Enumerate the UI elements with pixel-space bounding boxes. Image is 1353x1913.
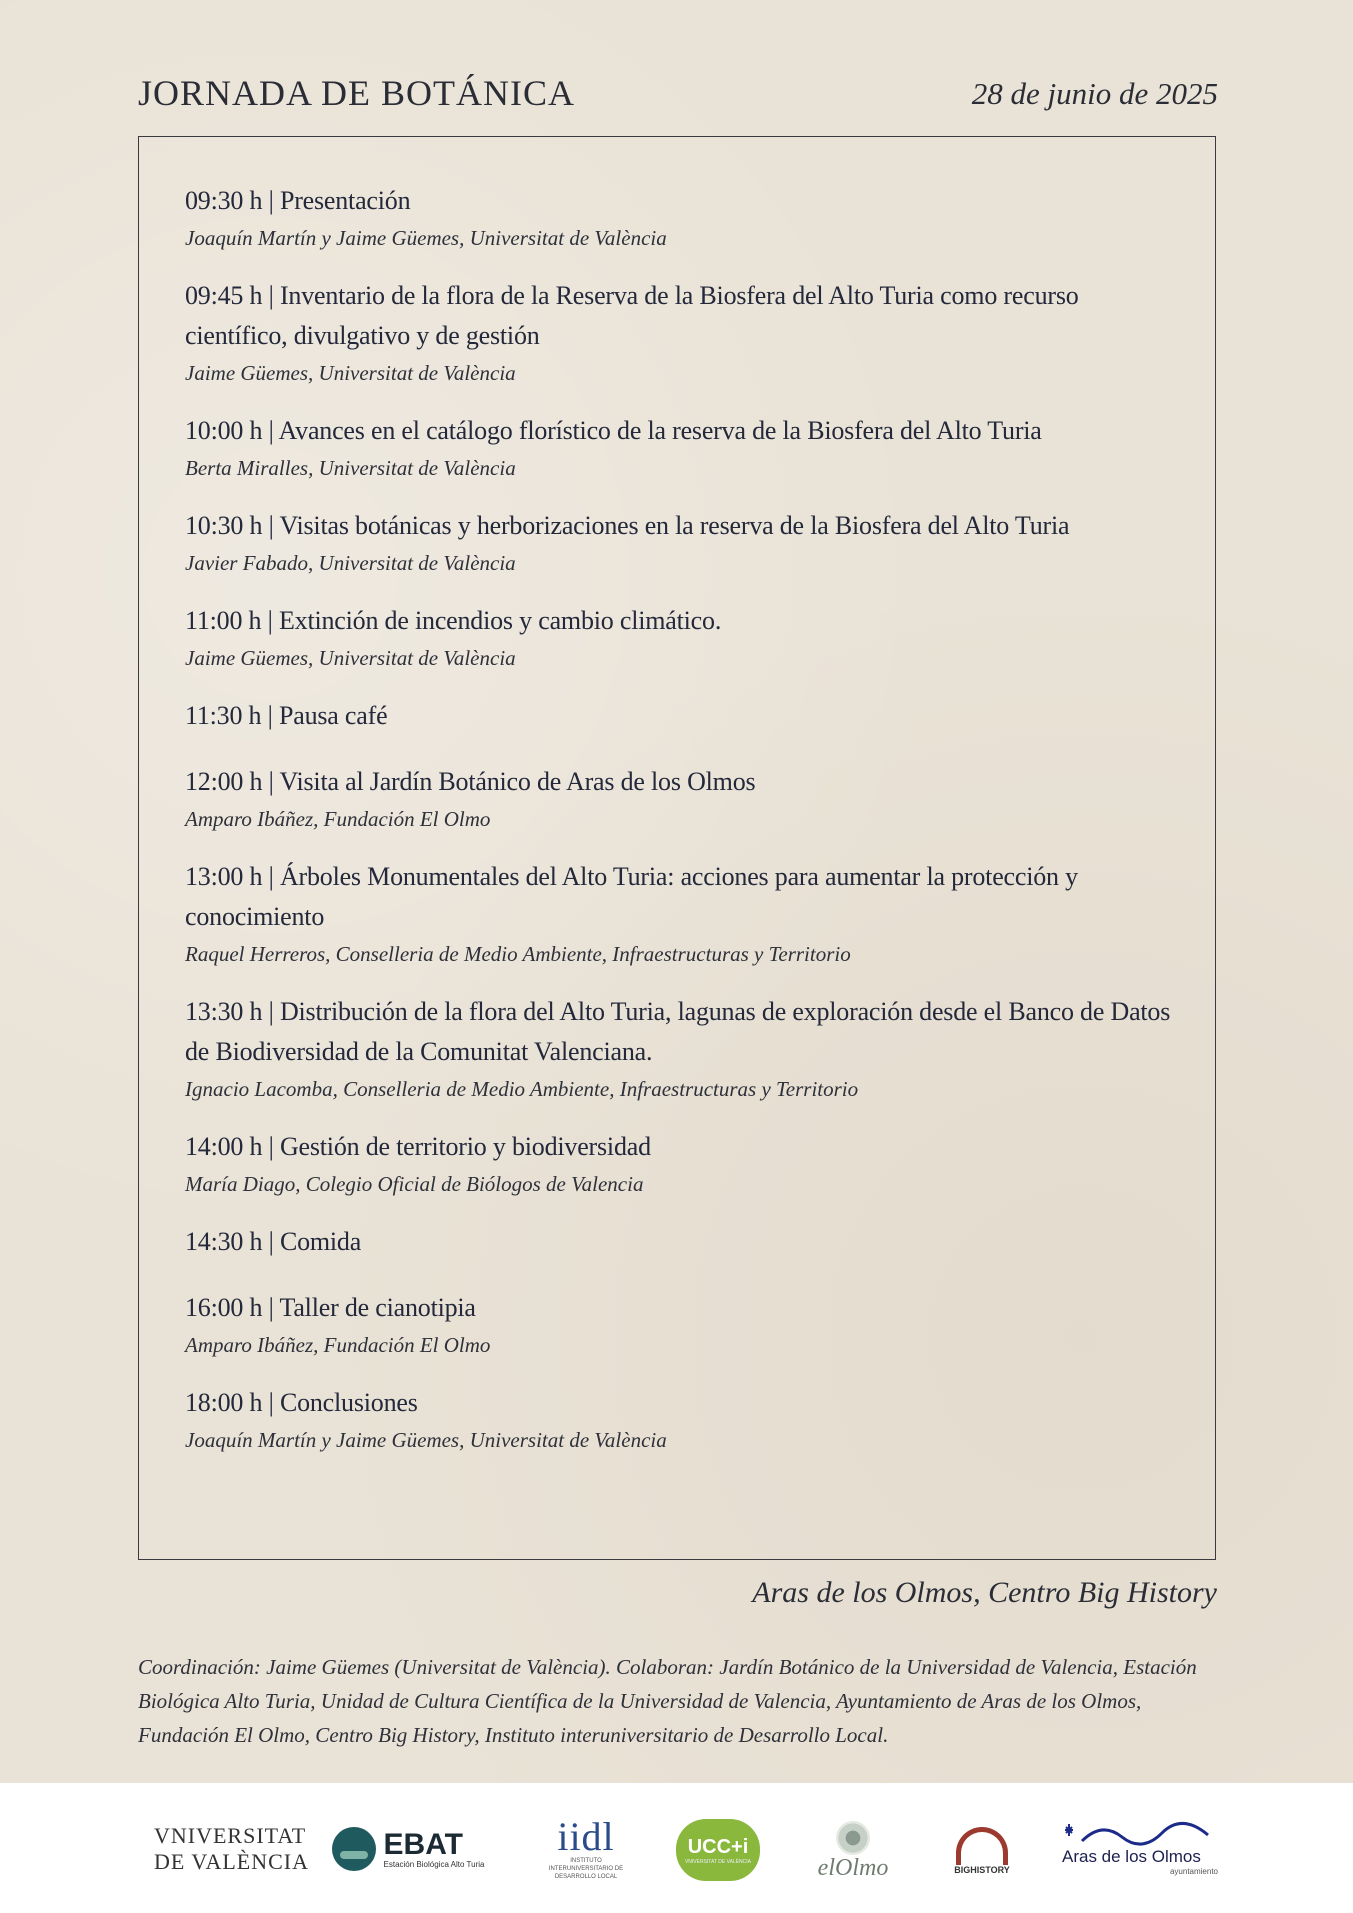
program-item-separator: |	[262, 1227, 280, 1256]
program-item-speaker: Joaquín Martín y Jaime Güemes, Universitat de València	[185, 226, 667, 250]
program-item-heading	[185, 601, 1171, 641]
program-item	[185, 506, 1171, 579]
program-item-separator: |	[261, 606, 279, 635]
program-item-title: Distribución de la flora del Alto Turia, lagunas de exploración desde el Banco de Datos de Biodiversidad de la Comunitat Valenciana.	[185, 997, 1171, 1066]
program-item	[185, 1288, 1171, 1361]
ucc-logo	[676, 1819, 760, 1881]
sponsor-logos-bar	[0, 1783, 1353, 1913]
program-item-heading	[185, 411, 1171, 451]
program-item-time: 13:00 h	[185, 862, 263, 891]
program-item-title: Taller de cianotipia	[279, 1293, 476, 1322]
program-item-title: Conclusiones	[279, 1388, 418, 1417]
program-item-heading	[185, 1127, 1171, 1167]
big-history-arc-icon	[956, 1827, 1008, 1865]
program-item-title: Presentación	[279, 186, 411, 215]
program-item-speaker: Joaquín Martín y Jaime Güemes, Universitat de València	[185, 1428, 667, 1452]
iidl-logo-text: iidl	[557, 1814, 615, 1859]
program-item-separator: |	[262, 281, 280, 310]
program-item-time: 10:30 h	[185, 511, 263, 540]
program-item-heading	[185, 506, 1171, 546]
program-item-title: Visita al Jardín Botánico de Aras de los Olmos	[279, 767, 756, 796]
program-item-separator: |	[262, 1388, 280, 1417]
program-item-speaker: Amparo Ibáñez, Fundación El Olmo	[185, 807, 491, 831]
program-item-speaker: Raquel Herreros, Conselleria de Medio Ambiente, Infraestructuras y Territorio	[185, 942, 851, 966]
program-item-time: 11:00 h	[185, 606, 262, 635]
ebat-emblem-icon	[332, 1827, 376, 1871]
program-item-heading	[185, 1222, 1171, 1262]
program-item-speaker: Berta Miralles, Universitat de València	[185, 456, 516, 480]
uv-logo-line1: VNIVERSITAT	[154, 1823, 307, 1848]
program-item-separator: |	[262, 186, 280, 215]
fundacion-el-olmo-logo	[808, 1813, 898, 1889]
program-item-speaker: María Diago, Colegio Oficial de Biólogos de Valencia	[185, 1172, 644, 1196]
program-item-time: 14:00 h	[185, 1132, 263, 1161]
program-item	[185, 1127, 1171, 1200]
event-date: 28 de junio de 2025	[971, 76, 1218, 111]
ebat-logo-text: EBAT	[383, 1827, 463, 1861]
program-item-separator: |	[261, 701, 279, 730]
credits-text: Coordinación: Jaime Güemes (Universitat de València). Colaboran: Jardín Botánico de la Universidad de Valencia, Estación Biológica Alto Turia, Unidad de Cultura Científica de la Universidad de Valencia, Ayuntamiento de Aras de los Olmos, Fundación El Olmo, Centro Big History, Instituto interuniversitario de Desarrollo Local.	[138, 1655, 1197, 1747]
program-item-heading	[185, 1383, 1171, 1423]
ucc-logo-subtext: VNIVERSITAT DE VALÈNCIA	[684, 1858, 752, 1865]
program-item-time: 18:00 h	[185, 1388, 263, 1417]
program-item-heading	[185, 276, 1171, 356]
program-item	[185, 1222, 1171, 1262]
aras-wave-icon	[1062, 1821, 1212, 1847]
program-item	[185, 601, 1171, 674]
program-item-separator: |	[262, 1132, 280, 1161]
program-item-title: Comida	[279, 1227, 362, 1256]
program-box	[138, 136, 1216, 1560]
iidl-logo-subtext: INSTITUTO INTERUNIVERSITARIO DE DESARROLLO LOCAL	[548, 1858, 624, 1880]
program-item-title: Gestión de territorio y biodiversidad	[279, 1132, 651, 1161]
program-item-separator: |	[262, 997, 280, 1026]
program-item-time: 10:00 h	[185, 416, 263, 445]
program-item-heading	[185, 762, 1171, 802]
program-item-title: Avances en el catálogo florístico de la reserva de la Biosfera del Alto Turia	[278, 416, 1042, 445]
program-item-heading	[185, 696, 1171, 736]
program-item-separator: |	[262, 1293, 280, 1322]
program-item	[185, 181, 1171, 254]
program-item-title: Inventario de la flora de la Reserva de la Biosfera del Alto Turia como recurso científico, divulgativo y de gestión	[185, 281, 1079, 350]
program-item-title: Pausa café	[278, 701, 388, 730]
ebat-logo-subtext: Estación Biológica Alto Turia	[383, 1859, 485, 1869]
big-history-logo-text: BIGHISTORY	[954, 1865, 1010, 1875]
program-item-speaker: Amparo Ibáñez, Fundación El Olmo	[185, 1333, 491, 1357]
program-item-heading	[185, 1288, 1171, 1328]
event-location: Aras de los Olmos, Centro Big History	[752, 1576, 1217, 1609]
aras-de-los-olmos-logo	[1062, 1815, 1218, 1881]
program-item	[185, 696, 1171, 736]
tree-icon	[836, 1821, 870, 1855]
ucc-logo-text: UCC+i	[687, 1835, 749, 1858]
program-item-time: 13:30 h	[185, 997, 263, 1026]
program-item	[185, 762, 1171, 835]
universitat-valencia-logo	[154, 1821, 310, 1877]
program-item-time: 09:45 h	[185, 281, 263, 310]
program-item-speaker: Javier Fabado, Universitat de València	[185, 551, 516, 575]
header	[138, 72, 1218, 122]
program-item-heading	[185, 857, 1171, 937]
ebat-logo	[318, 1819, 498, 1879]
program-item-speaker: Jaime Güemes, Universitat de València	[185, 646, 516, 670]
event-title: JORNADA DE BOTÁNICA	[138, 73, 576, 113]
program-item	[185, 411, 1171, 484]
program-item-title: Árboles Monumentales del Alto Turia: acciones para aumentar la protección y conocimiento	[185, 862, 1078, 931]
big-history-logo	[946, 1813, 1018, 1889]
uv-logo-line2: DE VALÈNCIA	[154, 1849, 310, 1874]
program-item	[185, 857, 1171, 970]
program-item-time: 09:30 h	[185, 186, 263, 215]
program-item-heading	[185, 992, 1171, 1072]
program-item-separator: |	[262, 767, 280, 796]
program-item-title: Extinción de incendios y cambio climático.	[278, 606, 722, 635]
aras-logo-subtext: ayuntamiento	[1169, 1866, 1218, 1876]
program-item-heading	[185, 181, 1171, 221]
program-item	[185, 276, 1171, 389]
program-item-time: 16:00 h	[185, 1293, 263, 1322]
program-item-separator: |	[262, 862, 280, 891]
iidl-logo	[546, 1813, 626, 1885]
program-item-time: 11:30 h	[185, 701, 262, 730]
program-item-title: Visitas botánicas y herborizaciones en la reserva de la Biosfera del Alto Turia	[279, 511, 1070, 540]
program-item-time: 12:00 h	[185, 767, 263, 796]
program-item-speaker: Jaime Güemes, Universitat de València	[185, 361, 516, 385]
program-item-separator: |	[262, 511, 280, 540]
program-item	[185, 992, 1171, 1105]
olmo-logo-text: elOlmo	[817, 1855, 889, 1881]
program-item	[185, 1383, 1171, 1456]
program-item-speaker: Ignacio Lacomba, Conselleria de Medio Ambiente, Infraestructuras y Territorio	[185, 1077, 859, 1101]
aras-logo-text: Aras de los Olmos	[1062, 1846, 1201, 1866]
program-item-time: 14:30 h	[185, 1227, 263, 1256]
program-item-separator: |	[262, 416, 279, 445]
